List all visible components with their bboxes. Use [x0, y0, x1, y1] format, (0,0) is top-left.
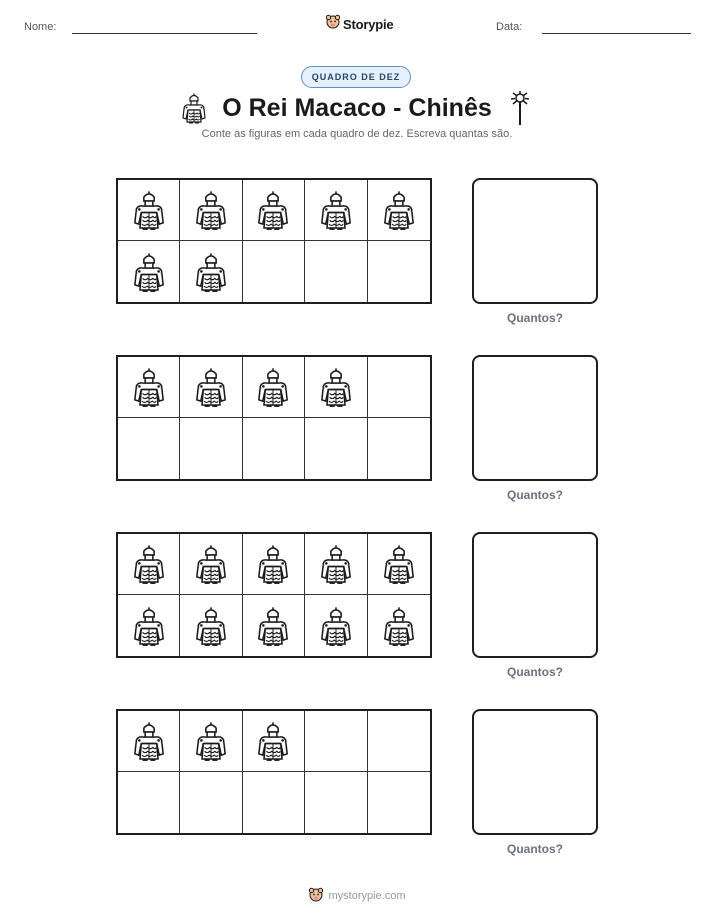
ten-frame-cell	[368, 418, 430, 479]
footer	[0, 885, 714, 907]
monkey-king-armor-icon	[381, 543, 417, 585]
ten-frame-cell	[118, 418, 180, 479]
ten-frame-cell	[305, 180, 367, 241]
ten-frame-cell	[180, 180, 242, 241]
answer-label: Quantos?	[507, 842, 563, 856]
ten-frame-cell	[243, 595, 305, 656]
monkey-king-armor-icon	[131, 189, 167, 231]
ten-frame-cell	[368, 534, 430, 595]
ten-frame	[116, 355, 432, 481]
ten-frame-cell	[118, 180, 180, 241]
monkey-king-armor-icon	[193, 189, 229, 231]
date-label: Data:	[496, 21, 523, 33]
monkey-king-armor-icon	[318, 189, 354, 231]
answer-label: Quantos?	[507, 311, 563, 325]
ten-frame-cell	[180, 241, 242, 302]
ten-frame	[116, 532, 432, 658]
ten-frame-cell	[305, 241, 367, 302]
answer-box[interactable]	[472, 355, 598, 481]
brand-logo	[326, 14, 393, 35]
ten-frame-cell	[305, 357, 367, 418]
worksheet-type-badge: QUADRO DE DEZ	[301, 66, 411, 88]
ten-frame-cell	[305, 772, 367, 833]
storypie-logo-icon	[308, 887, 324, 906]
ten-frame-cell	[180, 357, 242, 418]
ten-frame-cell	[180, 711, 242, 772]
ten-frame-cell	[118, 595, 180, 656]
monkey-king-armor-icon	[131, 605, 167, 647]
monkey-king-armor-icon	[255, 366, 291, 408]
date-field[interactable]	[542, 33, 691, 34]
name-label: Nome:	[24, 21, 57, 33]
ten-frame-cell	[368, 772, 430, 833]
monkey-king-armor-icon	[131, 720, 167, 762]
ten-frame-cell	[305, 595, 367, 656]
monkey-king-armor-icon	[255, 720, 291, 762]
answer-box[interactable]	[472, 709, 598, 835]
answer-box[interactable]	[472, 178, 598, 304]
ten-frame-cell	[118, 357, 180, 418]
ten-frame-cell	[243, 418, 305, 479]
storypie-logo-icon	[326, 14, 340, 35]
monkey-king-armor-icon	[193, 366, 229, 408]
ten-frame-cell	[180, 595, 242, 656]
monkey-king-armor-icon	[255, 605, 291, 647]
ten-frame-cell	[305, 711, 367, 772]
monkey-king-armor-icon	[193, 251, 229, 293]
monkey-king-armor-icon	[255, 189, 291, 231]
monkey-king-armor-icon	[131, 366, 167, 408]
ten-frame-cell	[305, 534, 367, 595]
ten-frame-cell	[368, 357, 430, 418]
brand-name: Storypie	[343, 17, 394, 32]
ten-frame	[116, 709, 432, 835]
monkey-king-armor-icon	[318, 543, 354, 585]
monkey-king-armor-icon	[193, 543, 229, 585]
monkey-king-armor-icon	[131, 251, 167, 293]
answer-label: Quantos?	[507, 665, 563, 679]
ten-frame-cell	[118, 241, 180, 302]
monkey-king-armor-icon	[381, 189, 417, 231]
monkey-king-armor-icon	[193, 605, 229, 647]
name-field[interactable]	[72, 33, 257, 34]
staff-icon	[508, 90, 532, 131]
title-row	[0, 90, 714, 126]
monkey-king-armor-icon	[381, 605, 417, 647]
ten-frame-cell	[118, 534, 180, 595]
monkey-king-armor-icon	[318, 605, 354, 647]
ten-frame-cell	[243, 711, 305, 772]
ten-frame-cell	[243, 772, 305, 833]
answer-label: Quantos?	[507, 488, 563, 502]
ten-frame-cell	[243, 241, 305, 302]
monkey-king-armor-icon	[255, 543, 291, 585]
ten-frame-cell	[243, 357, 305, 418]
ten-frame-cell	[118, 772, 180, 833]
ten-frame-cell	[368, 241, 430, 302]
ten-frame-cell	[243, 534, 305, 595]
header	[0, 14, 714, 44]
monkey-king-armor-icon	[318, 366, 354, 408]
ten-frame-cell	[180, 418, 242, 479]
answer-box[interactable]	[472, 532, 598, 658]
ten-frame-cell	[118, 711, 180, 772]
ten-frame-cell	[180, 772, 242, 833]
ten-frame-cell	[180, 534, 242, 595]
ten-frame-cell	[368, 180, 430, 241]
page-title: O Rei Macaco - Chinês	[222, 94, 492, 122]
ten-frame	[116, 178, 432, 304]
ten-frame-cell	[368, 711, 430, 772]
monkey-king-armor-icon	[131, 543, 167, 585]
ten-frame-cell	[243, 180, 305, 241]
footer-url: mystorypie.com	[328, 890, 406, 902]
ten-frame-cell	[368, 595, 430, 656]
ten-frame-cell	[305, 418, 367, 479]
instructions: Conte as figuras em cada quadro de dez. Escreva quantas são.	[201, 128, 513, 140]
monkey-king-armor-icon	[193, 720, 229, 762]
